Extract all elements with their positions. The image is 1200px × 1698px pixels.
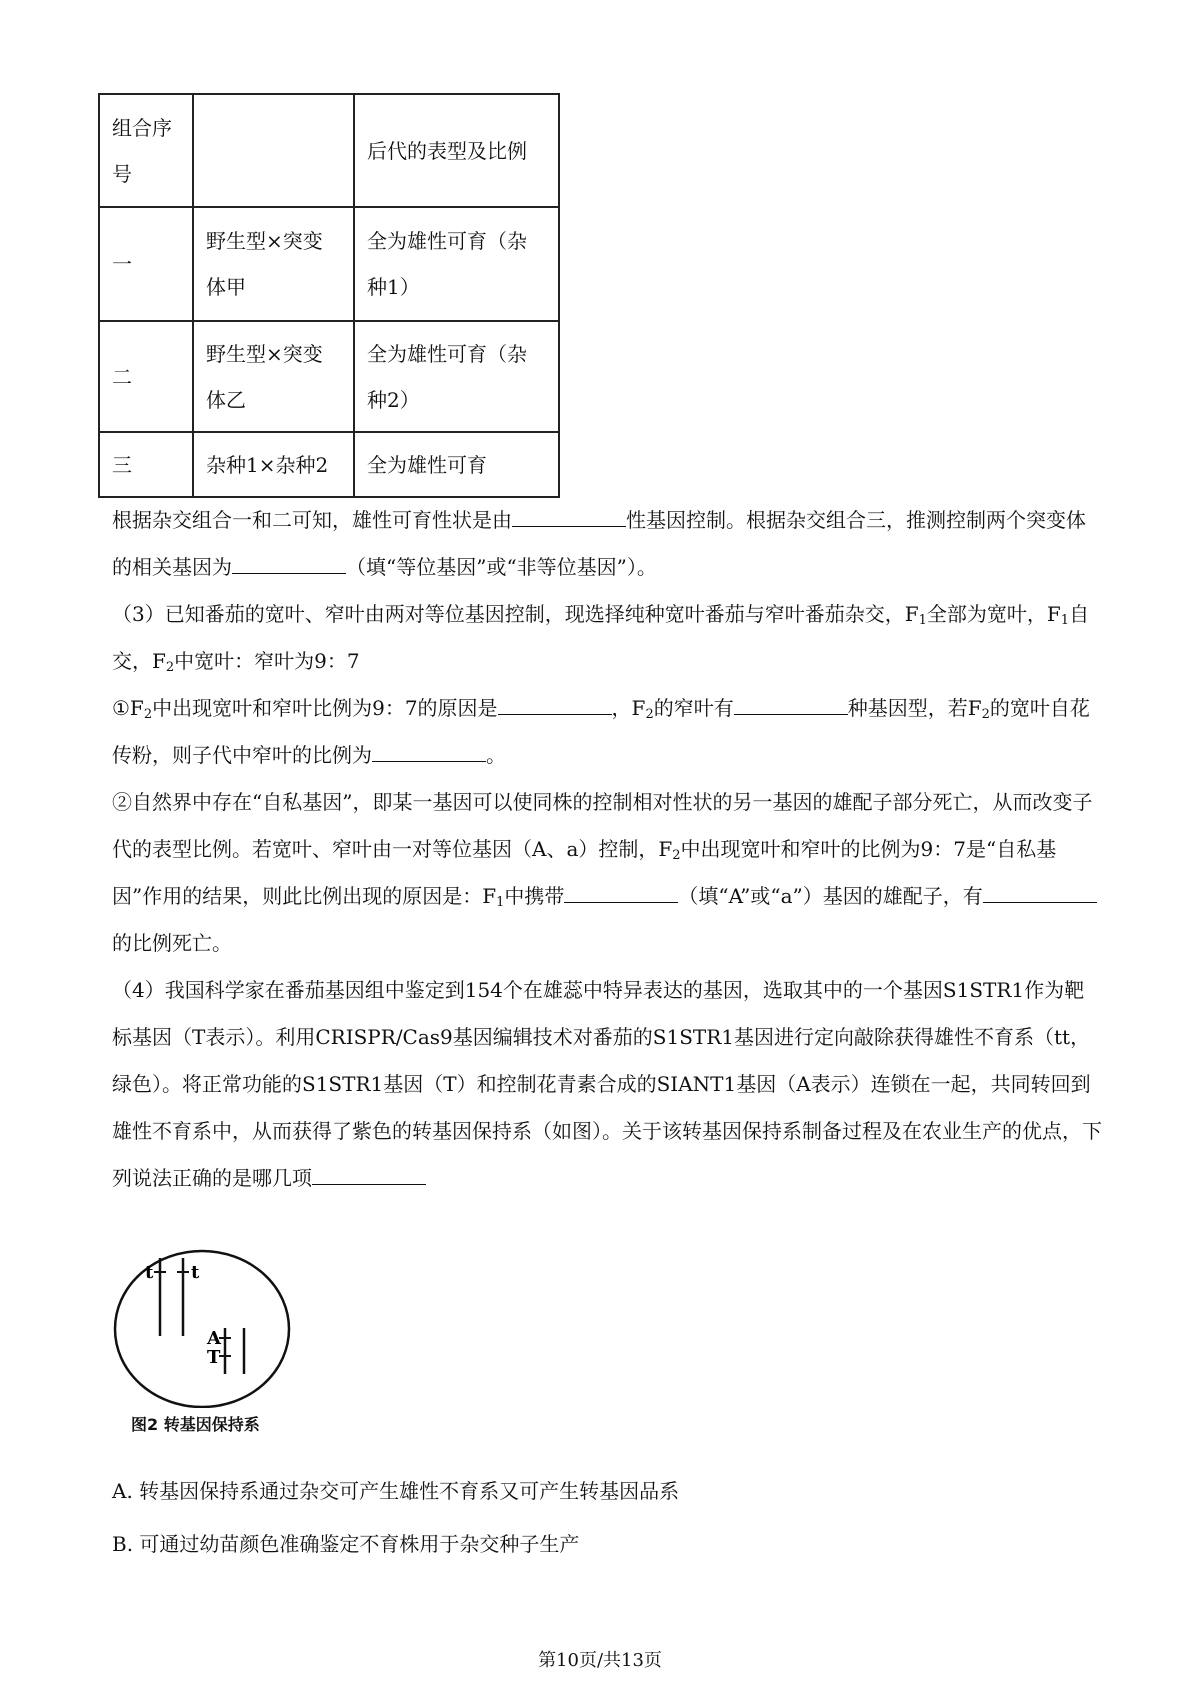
answer-blank[interactable] (498, 713, 612, 715)
text-span: ①F (112, 696, 144, 720)
subscript: 1 (918, 613, 927, 628)
text-span: 种基因型，若F (847, 696, 982, 720)
options-list (112, 1465, 679, 1571)
text-span: 全部为宽叶，F (926, 602, 1061, 626)
table-cell: 野生型×突变体甲 (193, 207, 354, 321)
text-span: （4）我国科学家在番茄基因组中鉴定到154个在雄蕊中特异表达的基因，选取其中的一个基因S1STR1作为靶标基因（T表示）。利用CRISPR/Cas9基因编辑技术对番茄的S1STR1基因进行定向敲除获得雄性不育系（tt，绿色）。将正常功能的S1STR1基因（T）和控制花青素合成的SIANT1基因（A表示）连锁在一起，共同转回到雄性不育系中，从而获得了紫色的转基因保持系（如图）。关于该转基因保持系制备过程及在农业生产的优点，下列说法正确的是哪几项 (112, 978, 1102, 1190)
option-a[interactable]: A. 转基因保持系通过杂交可产生雄性不育系又可产生转基因品系 (112, 1479, 680, 1503)
text-span: 中出现宽叶和窄叶比例为9：7的原因是 (152, 696, 498, 720)
subscript: 2 (672, 848, 681, 863)
answer-blank[interactable] (564, 901, 678, 903)
gene-label-t: t (191, 1262, 200, 1283)
text-span: （填“A”或“a”）基因的雄配子，有 (678, 884, 983, 908)
page-footer: 第10页/共13页 (538, 1650, 662, 1671)
subscript: 2 (165, 660, 175, 675)
text-span: （3）已知番茄的宽叶、窄叶由两对等位基因控制，现选择纯种宽叶番茄与窄叶番茄杂交，F (112, 602, 919, 626)
answer-blank[interactable] (372, 760, 486, 762)
text-span: 根据杂交组合一和二可知，雄性可育性状是由 (112, 508, 512, 532)
gene-label-t: T (207, 1347, 221, 1368)
table-cell: 三 (99, 432, 193, 497)
subscript: 2 (143, 707, 153, 722)
table-header-row (99, 94, 559, 207)
figure-caption: 图2 转基因保持系 (131, 1415, 260, 1434)
table-row (99, 207, 559, 321)
cell-outline (115, 1251, 289, 1407)
table-cell: 后代的表型及比例 (354, 94, 559, 207)
chromosome-figure (108, 1248, 308, 1408)
table-row (99, 321, 559, 432)
text-span: 自交，F (112, 602, 1090, 673)
table-cell: 野生型×突变体乙 (193, 321, 354, 432)
paragraph-conclusion (112, 497, 1102, 591)
question-text (112, 497, 1102, 1202)
text-span: ，F (611, 696, 646, 720)
gene-label-a: A (207, 1328, 221, 1349)
paragraph-q4 (112, 967, 1102, 1202)
text-span: 性基因控制。根据杂交组合三，推测控制两个突变体的相关基因为 (112, 508, 1086, 579)
text-span: 。 (486, 743, 506, 767)
text-span: 中宽叶：窄叶为9：7 (174, 649, 360, 673)
subscript: 2 (645, 707, 654, 722)
answer-blank[interactable] (983, 901, 1097, 903)
table-cell: 全为雄性可育（杂种2） (354, 321, 559, 432)
table-cell: 全为雄性可育 (354, 432, 559, 497)
option-b[interactable]: B. 可通过幼苗颜色准确鉴定不育株用于杂交种子生产 (112, 1532, 580, 1556)
answer-blank[interactable] (232, 572, 346, 574)
text-span: 的窄叶有 (653, 696, 734, 720)
answer-blank[interactable] (312, 1183, 426, 1185)
table-cell: 一 (99, 207, 193, 321)
paragraph-q3-2 (112, 779, 1102, 967)
subscript: 1 (496, 895, 505, 910)
subscript: 2 (981, 707, 990, 722)
text-span: （填“等位基因”或“非等位基因”）。 (346, 555, 657, 579)
table-cell: 二 (99, 321, 193, 432)
text-span: 的宽叶自花传粉，则子代中窄叶的比例为 (112, 696, 1090, 767)
paragraph-q3 (112, 591, 1102, 685)
cross-table (98, 93, 560, 498)
table-cell: 组合序号 (99, 94, 193, 207)
table-cell: 全为雄性可育（杂种1） (354, 207, 559, 321)
text-span: ②自然界中存在“自私基因”，即某一基因可以使同株的控制相对性状的另一基因的雄配子部分死亡，从而改变子代的表型比例。若宽叶、窄叶由一对等位基因（A、a）控制，F (112, 790, 1093, 861)
table-row (99, 432, 559, 497)
text-span: 中出现宽叶和窄叶的比例为9：7是“自私基因”作用的结果，则此比例出现的原因是：F (112, 837, 1057, 908)
paragraph-q3-1 (112, 685, 1102, 779)
subscript: 1 (1060, 613, 1070, 628)
table-cell (193, 94, 354, 207)
answer-blank[interactable] (512, 525, 626, 527)
table-cell: 杂种1×杂种2 (193, 432, 354, 497)
gene-label-t: t (145, 1262, 154, 1283)
answer-blank[interactable] (734, 713, 848, 715)
text-span: 中携带 (504, 884, 565, 908)
text-span: 的比例死亡。 (112, 931, 232, 955)
